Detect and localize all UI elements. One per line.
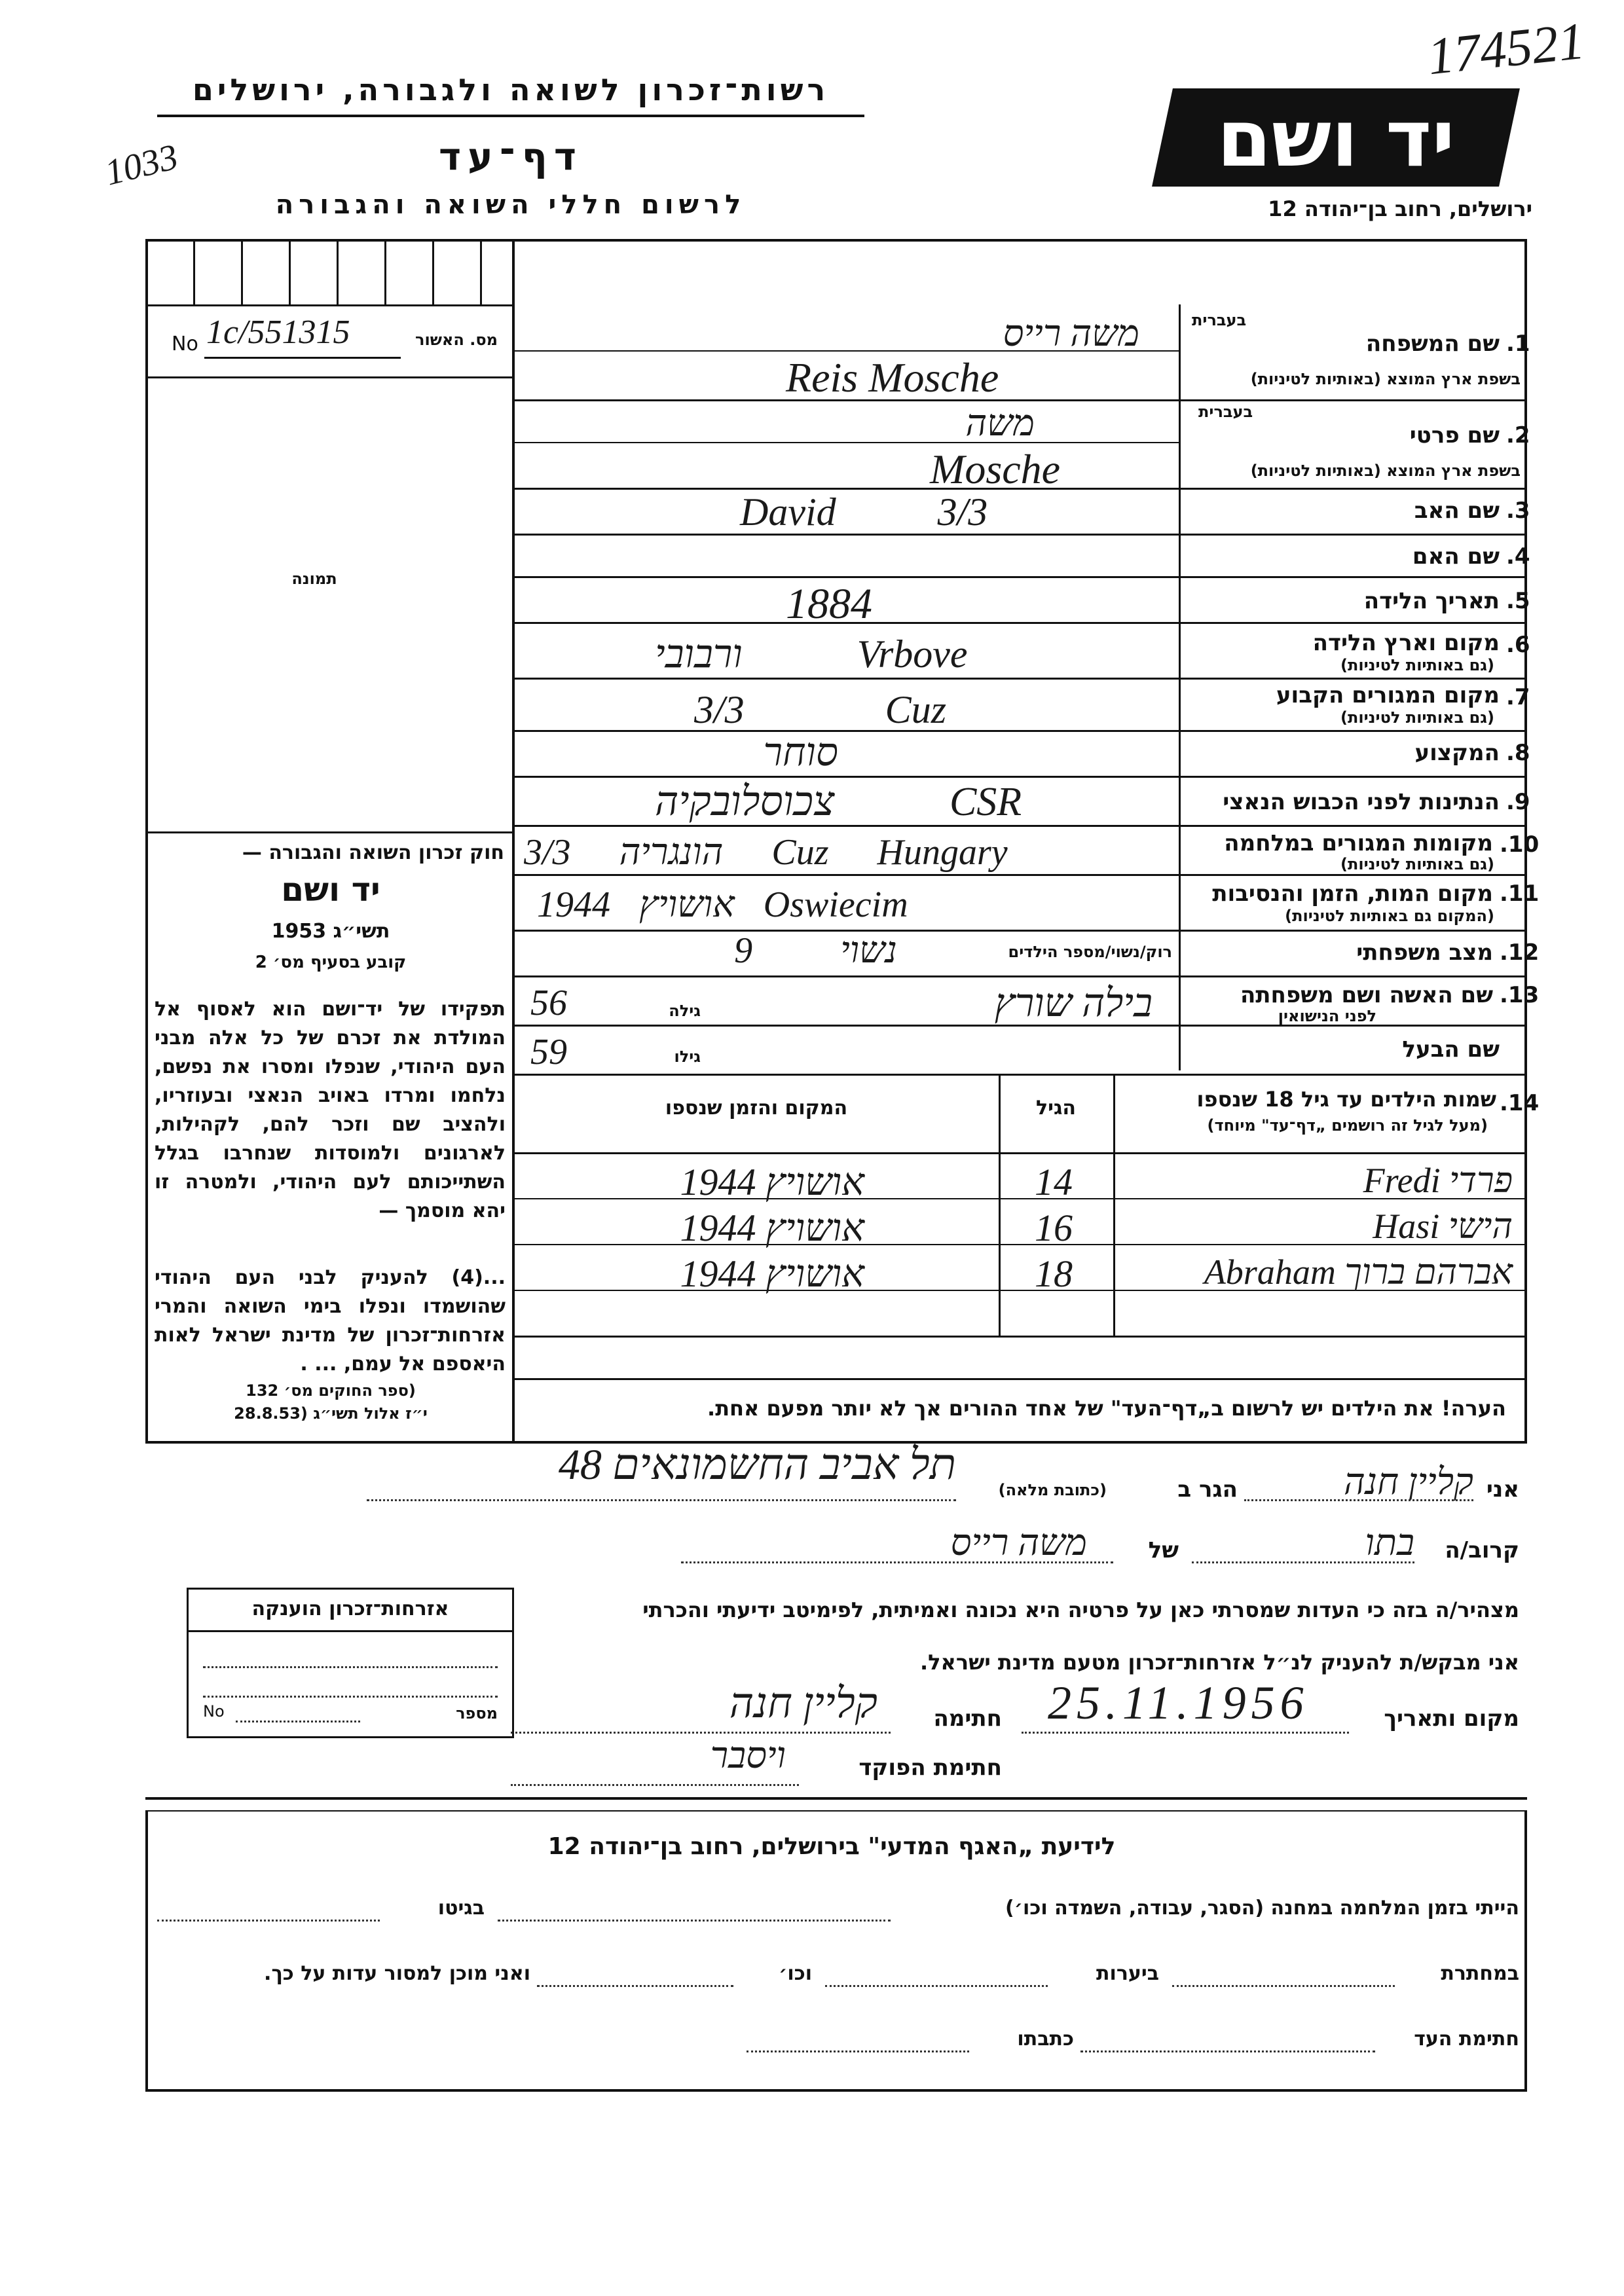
declarant-resides-label: הגר ב [1177, 1476, 1238, 1503]
field-10-value: 3/3 הונגריה Cuz Hungary [524, 832, 1008, 873]
children-col-place: המקום והזמן שנספו [665, 1097, 848, 1120]
field-13-label: שם האשה ושם משפחתה [1240, 982, 1493, 1008]
field-9-label: הנתינות לפני הכבוש הנאצי [1223, 789, 1500, 815]
husband-age-value: 59 [530, 1032, 567, 1072]
children-label: שמות הילדים עד גיל 18 שנספו [1196, 1087, 1496, 1112]
field-6-sublabel: (גם באותיות לטיניות) [1340, 656, 1494, 674]
law-title: חוק זכרון השואה והגבורה — [242, 841, 504, 864]
footer-title: לידיעת „האגף המדעי" בירושלים, רחוב בן־יהודה 12 [547, 1833, 1116, 1860]
field-3-value: David 3/3 [740, 490, 988, 534]
child-3-age: 18 [1035, 1252, 1073, 1295]
footer-line2-forests: ביערות [1096, 1962, 1159, 1985]
field-12-label: מצב משפחתי [1356, 939, 1493, 966]
field-1-latin-label: בשפת ארץ המוצא (באותיות לטיניות) [1250, 370, 1521, 388]
field-5-label: תאריך הלידה [1363, 588, 1500, 614]
signature-label: חתימה [933, 1705, 1002, 1732]
field-13-sublabel: לפני הנישואין [1278, 1007, 1376, 1025]
field-8-value: סוחר [763, 731, 838, 774]
margin-number: 1033 [101, 136, 182, 194]
request-text: אני מבקש/ת להעניק לנ״ל אזרחות־זכרון מטעם מדינת ישראל. [920, 1650, 1519, 1675]
field-3-label: שם האב [1414, 498, 1500, 524]
field-5-value: 1884 [786, 580, 872, 628]
field-3-number: 3. [1506, 498, 1530, 524]
field-11-label: מקום המות, הזמן והנסיבות [1212, 881, 1493, 907]
stamp-number: 174521 [1425, 12, 1587, 86]
field-2-latin-label: בשפת ארץ המוצא (באותיות לטיניות) [1250, 462, 1521, 480]
logo-text: יד ושם [1217, 94, 1455, 185]
field-11-sublabel: (המקום גם באותיות לטיניות) [1285, 907, 1494, 925]
field-6-value: ורבובי Vrbove [655, 632, 968, 676]
relation-label: קרוב/ה [1445, 1537, 1519, 1563]
relation-of: של [1148, 1537, 1179, 1563]
child-1-place: אושויץ 1944 [680, 1161, 864, 1203]
field-7-value: 3/3 Cuz [694, 688, 947, 731]
child-3-place: אושויץ 1944 [680, 1252, 864, 1295]
child-1-age: 14 [1035, 1161, 1073, 1203]
husband-label: שם הבעל [1402, 1036, 1500, 1063]
law-year: תשי״ג 1953 [271, 920, 390, 943]
child-3-name: אברהם ברוך Abraham [1204, 1252, 1513, 1292]
child-2-age: 16 [1035, 1207, 1073, 1249]
field-1-value-hebrew: משה רייס [1003, 314, 1139, 354]
law-body: תפקידו של יד־ושם הוא לאסוף אל המולדת את זכרם של כל אלה מבני העם היהודי, שנפלו ומסרו את נפשם, נלחמו ומרדו באויב הנאצי ובעוזריו, ולהציב שם וזכר להם, לקהילות, לארגונים ולמוסדות שנחרבו בגלל השתייכותם לעם היהודי, ולמטרה זו יהא מוסמך — [155, 998, 506, 1222]
authority-title: רשות־זכרון לשואה ולגבורה, ירושלים [192, 72, 830, 107]
officer-signature: ויסבר [710, 1736, 786, 1776]
field-10-number: 10. [1500, 831, 1540, 858]
field-2-value-hebrew: משה [965, 403, 1035, 444]
child-1-name: פרדי Fredi [1363, 1161, 1513, 1200]
note-text: הערה! את הילדים יש לרשום ב„דף־העד" של אחד ההורים אך לא יותר מפעם אחת. [707, 1396, 1506, 1421]
field-13-number: 13. [1500, 982, 1540, 1008]
signature-value: קליין חנה [729, 1680, 877, 1726]
children-number: 14. [1500, 1090, 1540, 1116]
field-2-value-latin: Mosche [930, 446, 1061, 492]
declarant-address-label: (כתובת מלאה) [998, 1481, 1107, 1499]
citizenship-number-label: מספר [456, 1704, 498, 1722]
certificate-no-label: No [172, 333, 198, 355]
certificate-label: מס. האשור [415, 331, 498, 349]
field-8-number: 8. [1506, 740, 1530, 766]
header-address: ירושלים, רחוב בן־יהודה 12 [1268, 196, 1532, 221]
date-value: 25.11.1956 [1048, 1677, 1309, 1729]
field-9-value: צכוסלובקיה CSR [655, 780, 1022, 824]
footer-line2-testify: ואני מוכן למסור עדות על כך. [264, 1962, 530, 1985]
declarant-name: קליין חנה [1344, 1462, 1473, 1503]
declarant-ani: אני [1486, 1476, 1519, 1503]
form-subtitle: לרשום חללי השואה והגבורה [275, 190, 747, 220]
field-2-label: שם פרטי [1409, 422, 1500, 448]
field-4-number: 4. [1506, 543, 1530, 570]
declarant-address: תל אביב החשמונאים 48 [558, 1441, 956, 1489]
citizenship-title: אזרחות־זכרון הוענקה [251, 1597, 449, 1620]
wife-age-label: גילה [669, 1002, 701, 1020]
law-body-2: ...(4) להעניק לבני העם היהודי שהושמדו ונפלו בימי השואה והמרי אזרחות־זכרון של מדינת ישראל לאות היאספם אל עמם, ... . [155, 1266, 506, 1376]
field-10-label: מקומות המגורים במלחמה [1224, 830, 1493, 856]
place-date-label: מקום ותאריך [1384, 1705, 1519, 1732]
field-12-number: 12. [1500, 939, 1540, 966]
field-1-number: 1. [1506, 331, 1530, 357]
children-col-age: הגיל [1036, 1097, 1076, 1120]
law-ref-2: י״ז אלול תשי״ג (28.8.53 [234, 1404, 428, 1423]
field-6-number: 6. [1506, 632, 1530, 658]
wife-age-value: 56 [530, 983, 567, 1023]
husband-age-label: גילו [674, 1048, 701, 1066]
law-ref: (ספר החוקים מס׳ 132 [246, 1381, 416, 1400]
field-6-label: מקום וארץ הלידה [1312, 630, 1500, 656]
law-clause: קובע בסעיף מס׳ 2 [255, 953, 407, 972]
field-11-value: אושויץ 1944 Oswiecim [537, 884, 908, 925]
field-7-sublabel: (גם באותיות לטיניות) [1340, 708, 1494, 727]
child-2-name: הישי Hasi [1373, 1207, 1513, 1246]
photo-label: תמונה [291, 570, 337, 588]
footer-line1-ghetto: בגיטו [437, 1897, 485, 1920]
field-8-label: המקצוע [1414, 740, 1500, 766]
children-sublabel: (מעל לגיל זה רושמים „דף־עד" מיוחד) [1207, 1116, 1488, 1135]
field-12-value: נשוי 9 [734, 930, 897, 971]
field-1-label: שם המשפחה [1365, 331, 1500, 357]
child-2-place: אושויץ 1944 [680, 1207, 864, 1249]
field-1-value-latin: Reis Mosche [786, 354, 999, 401]
field-11-number: 11. [1500, 881, 1540, 907]
field-1-hebrew-label: בעברית [1192, 311, 1247, 329]
footer-line1-camp: הייתי בזמן המלחמה במחנה (הסגר, עבודה, השמדה וכו׳) [1005, 1897, 1519, 1920]
field-4-label: שם האם [1412, 543, 1500, 570]
footer-line3-address: כתבתו [1017, 2028, 1074, 2050]
citizenship-no-label: No [203, 1702, 225, 1721]
field-2-number: 2. [1506, 422, 1530, 448]
form-title: דף־עד [438, 134, 583, 179]
footer-line2-etc: וכו׳ [779, 1962, 812, 1985]
field-5-number: 5. [1506, 588, 1530, 614]
certificate-value: 1c/551315 [206, 314, 350, 351]
field-9-number: 9. [1506, 789, 1530, 815]
field-2-hebrew-label: בעברית [1198, 403, 1253, 421]
footer-line2-underground: במחתרת [1441, 1962, 1519, 1985]
field-10-sublabel: (גם באותיות לטיניות) [1340, 855, 1494, 873]
field-7-number: 7. [1506, 684, 1530, 710]
field-13-value: בילה שורץ [994, 981, 1153, 1025]
law-name: יד ושם [281, 871, 380, 909]
relation-of-name: משה רייס [950, 1523, 1087, 1563]
officer-label: חתימת הפוקד [858, 1755, 1002, 1781]
relation-value: בתו [1365, 1523, 1414, 1563]
field-12-sublabel: רוק/נשוי/מספר הילדים [1008, 943, 1172, 961]
footer-line3-witness-signature: חתימת העד [1414, 2028, 1519, 2050]
declaration-text: מצהיר/ה בזה כי העדות שמסרתי כאן על פרטיה היא נכונה ואמיתית, לפימיטב ידיעתי והכרתי [642, 1597, 1519, 1622]
field-7-label: מקום המגורים הקבוע [1276, 682, 1500, 708]
